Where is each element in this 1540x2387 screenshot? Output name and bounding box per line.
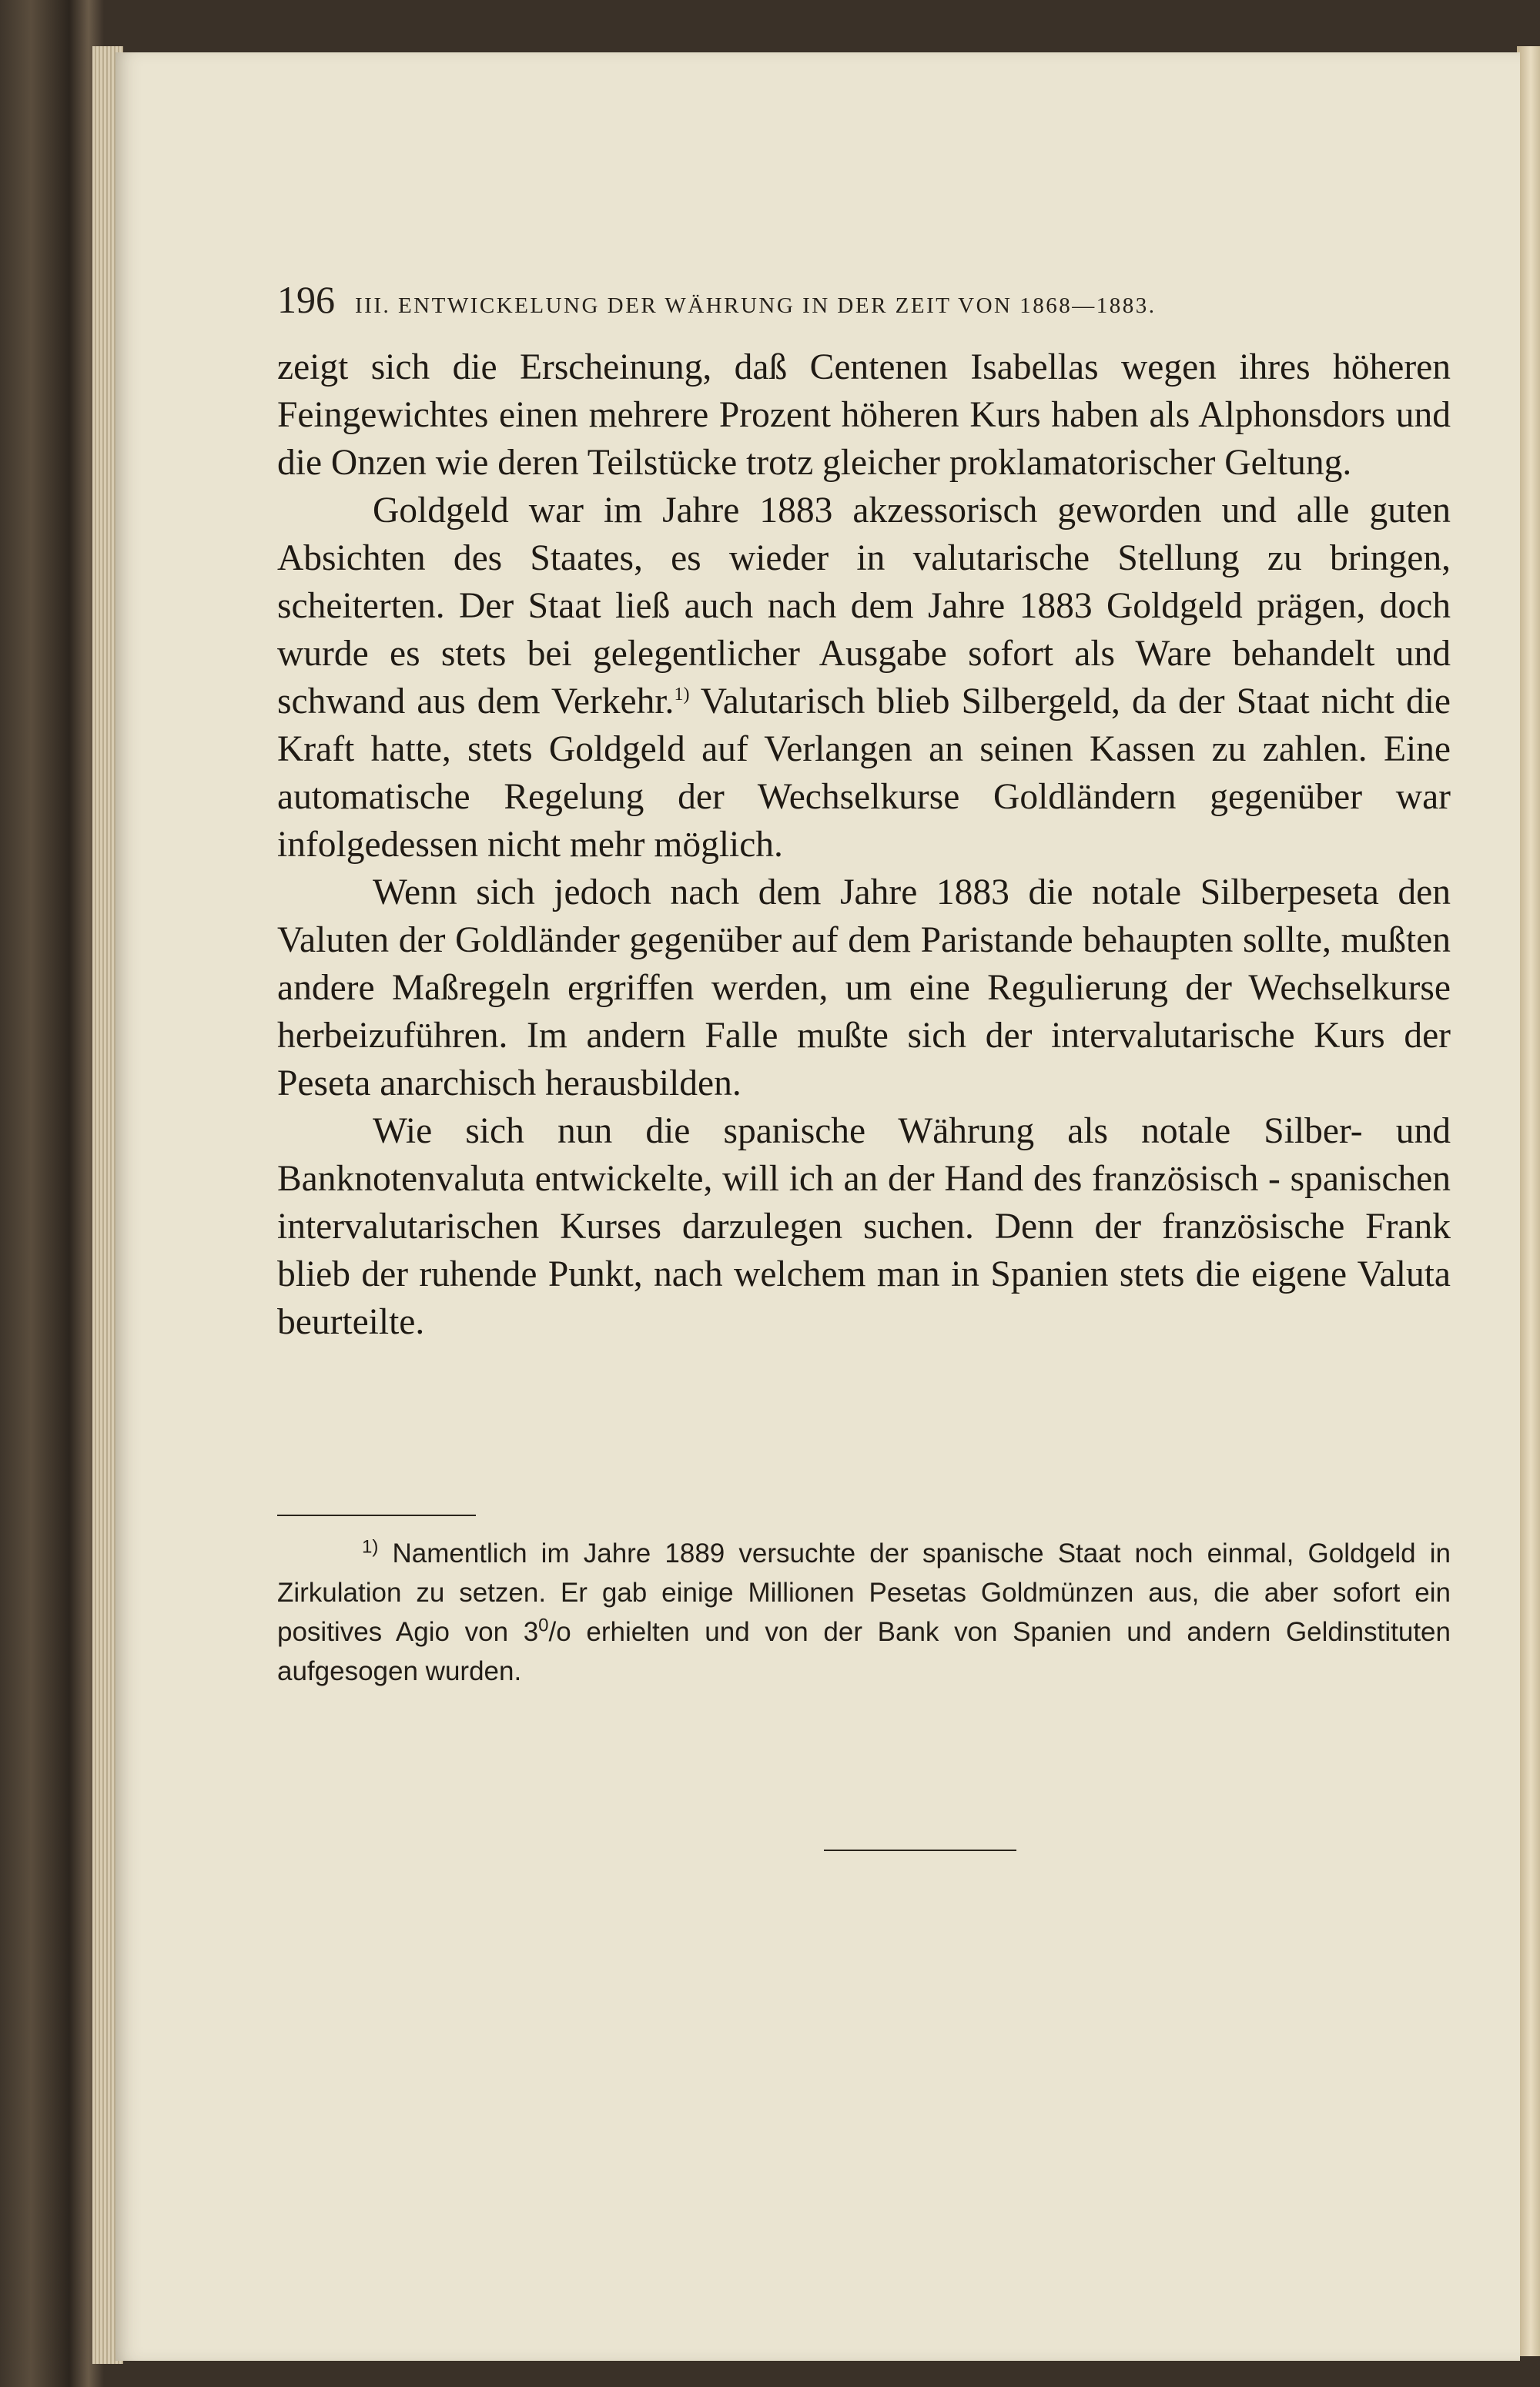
paragraph-4: Wie sich nun die spanische Währung als notale Silber- und Banknotenvaluta entwickelte, will ich an der Hand des französisch - spanischen intervalutarischen Kurses darzulegen suchen. Denn der französische Frank blieb der ruhende Punkt, nach welchem man in Spanien stets die eigene Valuta beurteilte. [277, 1111, 1451, 1342]
body-text [277, 343, 1451, 1346]
paragraph-2-part-1: Goldgeld war im Jahre 1883 akzessorisch geworden und alle guten Absichten des Staates, es wieder in valutarische Stellung zu bringen, scheiterten. Der Staat ließ auch nach dem Jahre 1883 Goldgeld prägen, doch wurde es stets bei gelegentlicher Ausgabe sofort als Ware behandelt und schwand aus dem Verkehr. [277, 490, 1451, 721]
running-head: III. ENTWICKELUNG DER WÄHRUNG IN DER ZEIT VON 1868—1883. [355, 293, 1157, 318]
footnote-percent-sup: 0 [538, 1615, 549, 1636]
footnote-divider [277, 1515, 476, 1516]
paragraph-2-part-2: Valutarisch blieb Silbergeld, da der Staat nicht die Kraft hatte, stets Goldgeld auf Verlangen an seinen Kassen zu zahlen. Eine automatische Regelung der Wechselkurse Goldländern gegenüber war infolgedessen nicht mehr möglich. [277, 681, 1451, 865]
paragraph-1: zeigt sich die Erscheinung, daß Centenen Isabellas wegen ihres höheren Feingewichtes einen mehrere Prozent höheren Kurs haben als Alphonsdors und die Onzen wie deren Teilstücke trotz gleicher proklamatorischer Geltung. [277, 347, 1451, 483]
footnote-text-2: /o erhielten und von der Bank von Spanien und andern Geldinstituten aufgesogen wurden. [277, 1617, 1451, 1686]
footnote [277, 1534, 1451, 1691]
paragraph-2 [277, 487, 1451, 869]
right-page-edge [1517, 46, 1540, 2356]
end-rule [824, 1850, 1016, 1851]
page-number: 196 [277, 278, 335, 321]
footnote-marker: 1) [362, 1536, 379, 1558]
footnote-reference: 1) [674, 685, 690, 705]
page-header [277, 277, 1448, 323]
paragraph-3: Wenn sich jedoch nach dem Jahre 1883 die notale Silberpeseta den Valuten der Goldländer gegenüber auf dem Paristande behaupten sollte, mußten andere Maßregeln ergriffen werden, um eine Regulierung der Wechselkurse herbeizuführen. Im andern Falle mußte sich der intervalutarische Kurs der Peseta anarchisch herausbilden. [277, 872, 1451, 1103]
footnote-text-1: Namentlich im Jahre 1889 versuchte der spanische Staat noch einmal, Goldgeld in Zirkulation zu setzen. Er gab einige Millionen Pesetas Goldmünzen aus, die aber sofort ein positives Agio von 3 [277, 1538, 1451, 1647]
